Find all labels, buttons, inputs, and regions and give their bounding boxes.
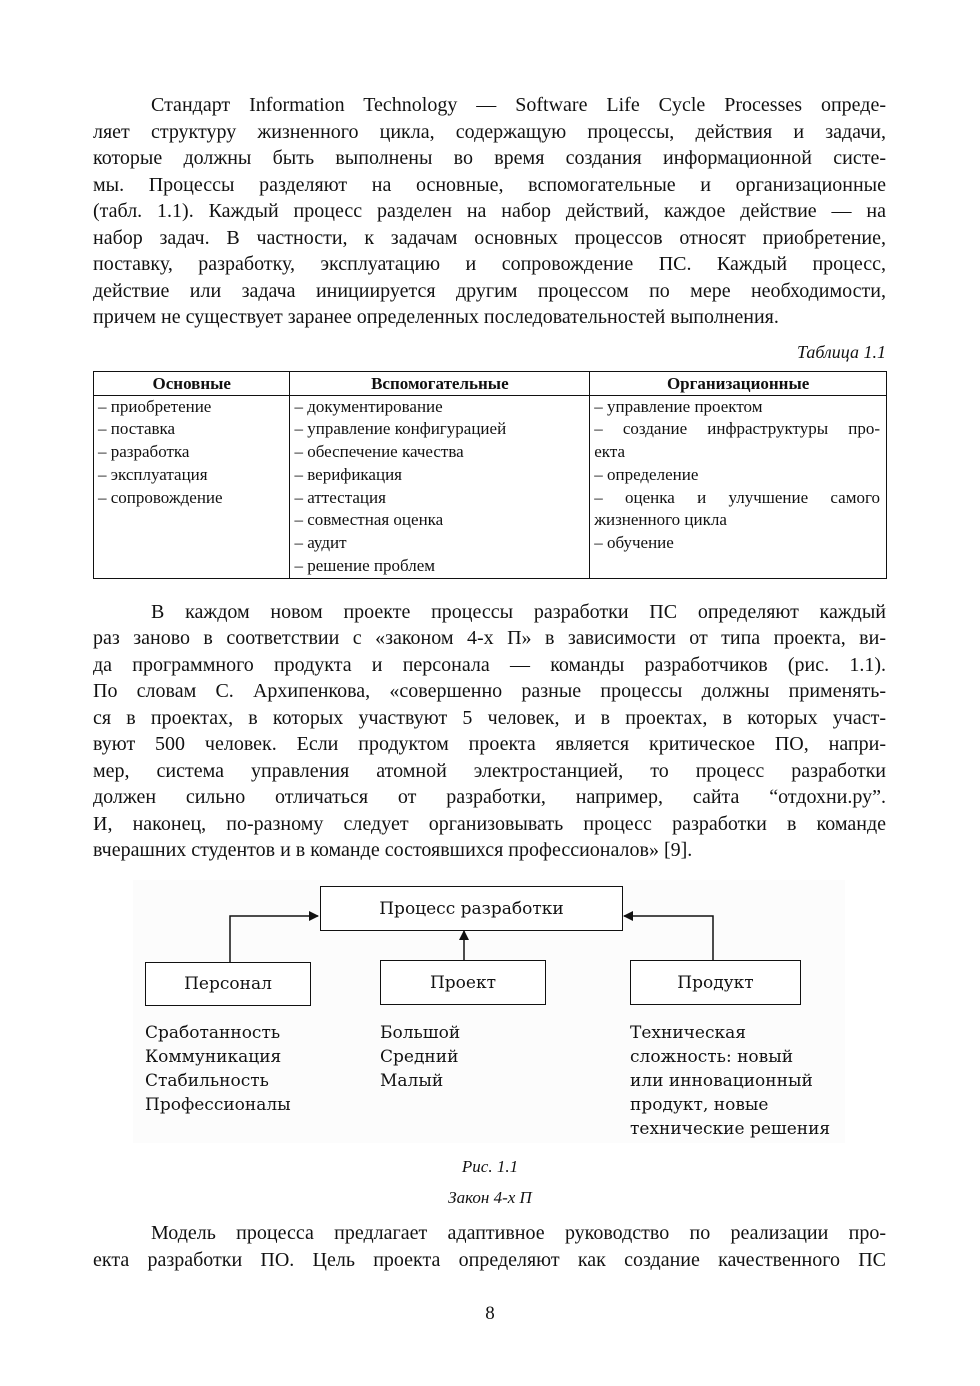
text-line: По словам С. Архипенкова, «совершенно разные процессы должны применять- bbox=[93, 680, 886, 703]
personnel-box: Персонал bbox=[145, 962, 311, 1006]
text-line: раз заново в соответствии с «законом 4-х П» в зависимости от типа проекта, ви- bbox=[93, 627, 886, 650]
paragraph-four-p-law bbox=[93, 599, 886, 864]
text-line: Стандарт Information Technology — Software Life Cycle Processes опреде- bbox=[151, 94, 886, 116]
process-development-box: Процесс разработки bbox=[320, 886, 623, 931]
text-line: действие или задача инициируется другим процессом по мере необходимости, bbox=[93, 279, 886, 302]
project-description bbox=[380, 1021, 460, 1093]
table-caption: Таблица 1.1 bbox=[796, 341, 886, 362]
process-table bbox=[93, 371, 887, 579]
page-body bbox=[93, 92, 886, 864]
page-number: 8 bbox=[485, 1303, 495, 1324]
header-organizational: Организационные bbox=[590, 371, 887, 395]
list-item: – документирование bbox=[294, 396, 443, 416]
text-line: ляет структуру жизненного цикла, содержащую процессы, действия и задачи, bbox=[93, 120, 886, 143]
organizational-processes-cell bbox=[590, 395, 887, 578]
figure-caption-number: Рис. 1.1 bbox=[461, 1157, 519, 1176]
product-description bbox=[630, 1021, 830, 1141]
figure-caption-title: Закон 4-х П bbox=[448, 1188, 532, 1207]
text-line: вчерашних студентов и в команде состоявшихся профессионалов» [9]. bbox=[93, 839, 693, 862]
list-item: – оценка и улучшение самого bbox=[594, 487, 880, 507]
list-item: – поставка bbox=[98, 419, 176, 439]
list-item: – создание инфраструктуры про- bbox=[594, 419, 880, 439]
text-line: которые должны быть выполнены во время создания информационной систе- bbox=[93, 147, 886, 169]
paragraph-intro bbox=[93, 92, 886, 331]
list-item: – разработка bbox=[98, 442, 190, 462]
list-item: – приобретение bbox=[98, 396, 212, 416]
list-item: – аттестация bbox=[294, 487, 386, 507]
text-line: (табл. 1.1). Каждый процесс разделен на набор действий, каждое действие — на bbox=[93, 200, 886, 222]
list-item: Большой bbox=[380, 1023, 461, 1043]
text-line: вуют 500 человек. Если продуктом проекта является критическое ПО, напри- bbox=[93, 733, 886, 756]
text-line: мер, система управления атомной электростанцией, то процесс разработки bbox=[93, 759, 886, 782]
list-item: Сработанность bbox=[145, 1023, 281, 1043]
list-item: – сопровождение bbox=[98, 487, 223, 507]
list-item: – управление конфигурацией bbox=[294, 419, 507, 439]
list-item: Средний bbox=[380, 1047, 459, 1067]
list-item: – решение проблем bbox=[294, 556, 436, 576]
table-row bbox=[94, 395, 887, 578]
paragraph-process-model bbox=[93, 1220, 886, 1273]
figure-four-p-diagram bbox=[133, 880, 845, 1143]
list-item: – определение bbox=[594, 464, 699, 484]
supporting-processes-cell bbox=[290, 395, 590, 578]
list-item: жизненного цикла bbox=[594, 510, 727, 530]
list-item: – обучение bbox=[594, 533, 674, 553]
list-item: Малый bbox=[380, 1071, 444, 1091]
list-item: сложность: новый bbox=[630, 1047, 794, 1067]
text-line: должен сильно отличаться от разработки, например, сайта “отдохни.ру”. bbox=[93, 786, 886, 809]
text-line: Модель процесса предлагает адаптивное руководство по реализации про- bbox=[151, 1222, 886, 1244]
list-item: или инновационный bbox=[630, 1071, 813, 1091]
list-item: екта bbox=[594, 442, 625, 462]
list-item: – эксплуатация bbox=[98, 464, 208, 484]
list-item: – аудит bbox=[294, 533, 347, 553]
text-line: ся в проектах, в которых участвуют 5 человек, и в проектах, в которых участ- bbox=[93, 706, 886, 729]
primary-processes-cell bbox=[94, 395, 290, 578]
text-line: поставку, разработку, эксплуатацию и сопровождение ПС. Каждый процесс, bbox=[93, 253, 886, 275]
list-item: продукт, новые bbox=[630, 1095, 769, 1115]
text-line: набор задач. В частности, к задачам основных процессов относят приобретение, bbox=[93, 226, 886, 249]
list-item: – верификация bbox=[294, 464, 402, 484]
product-box: Продукт bbox=[630, 960, 801, 1005]
text-line: причем не существует заранее определенных последовательностей выполнения. bbox=[93, 306, 779, 328]
text-line: да программного продукта и персонала — команды разработчиков (рис. 1.1). bbox=[93, 653, 886, 676]
text-line: мы. Процессы разделяют на основные, вспомогательные и организационные bbox=[93, 173, 886, 196]
list-item: технические решения bbox=[630, 1119, 831, 1139]
list-item: – управление проектом bbox=[594, 396, 763, 416]
text-line: И, наконец, по-разному следует организовывать процесс разработки в команде bbox=[93, 812, 886, 835]
text-line: екта разработки ПО. Цель проекта определяют как создание качественного ПС bbox=[93, 1248, 886, 1271]
list-item: Профессионалы bbox=[145, 1095, 291, 1115]
project-box: Проект bbox=[380, 960, 546, 1005]
header-primary: Основные bbox=[94, 371, 290, 395]
list-item: Коммуникация bbox=[145, 1047, 282, 1067]
text-line: В каждом новом проекте процессы разработки ПС определяют каждый bbox=[151, 600, 886, 623]
list-item: – совместная оценка bbox=[294, 510, 444, 530]
personnel-description bbox=[145, 1021, 291, 1117]
table-header-row bbox=[94, 371, 887, 395]
header-supporting: Вспомогательные bbox=[290, 371, 590, 395]
list-item: Техническая bbox=[630, 1023, 746, 1043]
list-item: – обеспечение качества bbox=[294, 442, 464, 462]
list-item: Стабильность bbox=[145, 1071, 269, 1091]
